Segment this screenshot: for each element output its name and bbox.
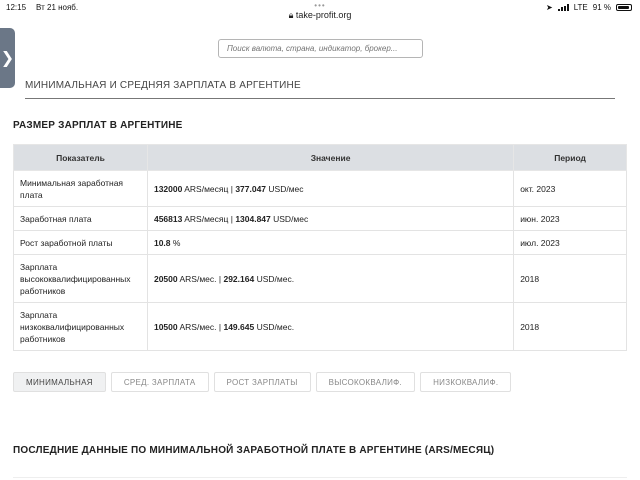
unit-percent: %	[170, 237, 181, 248]
status-time: 12:15	[6, 3, 27, 12]
unit-usd: USD/мес.	[254, 273, 295, 284]
status-date: Вт 21 нояб.	[36, 3, 79, 12]
browser-menu-dots[interactable]: •••	[314, 1, 326, 10]
row-value	[147, 231, 513, 255]
row-value	[147, 171, 513, 207]
salary-table	[13, 144, 627, 351]
table-row	[14, 303, 627, 351]
header-period: Период	[514, 145, 627, 171]
row-period: 2018	[514, 303, 627, 351]
unit-ars: ARS/мес. |	[177, 321, 224, 332]
table-row	[14, 231, 627, 255]
tab-average-salary[interactable]: СРЕД. ЗАРПЛАТА	[111, 372, 209, 392]
page-heading: МИНИМАЛЬНАЯ И СРЕДНЯЯ ЗАРПЛАТА В АРГЕНТИНЕ	[25, 80, 301, 91]
bottom-divider	[13, 477, 627, 478]
table-row	[14, 171, 627, 207]
unit-usd: USD/мес	[270, 213, 309, 224]
row-value	[147, 255, 513, 303]
value-ars: 132000	[153, 183, 183, 194]
address-url: take-profit.org	[295, 10, 352, 20]
row-value	[147, 303, 513, 351]
row-value	[147, 207, 513, 231]
location-icon: ➤	[545, 3, 553, 12]
row-period: окт. 2023	[514, 171, 627, 207]
battery-fill	[618, 6, 629, 9]
value-ars: 456813	[153, 213, 183, 224]
unit-ars: ARS/месяц |	[182, 183, 236, 194]
side-panel-toggle[interactable]	[0, 28, 15, 88]
header-value: Значение	[147, 145, 513, 171]
value-usd: 292.164	[223, 273, 255, 284]
row-indicator: Зарплата высококвалифицированных работников	[14, 255, 148, 303]
latest-data-title: ПОСЛЕДНИЕ ДАННЫЕ ПО МИНИМАЛЬНОЙ ЗАРАБОТНОЙ ПЛАТЕ В АРГЕНТИНЕ (ARS/МЕСЯЦ)	[13, 445, 495, 456]
tab-high-skilled[interactable]: ВЫСОКОКВАЛИФ.	[316, 372, 415, 392]
value-usd: 149.645	[223, 321, 255, 332]
unit-ars: ARS/месяц |	[182, 213, 236, 224]
row-period: июл. 2023	[514, 231, 627, 255]
row-indicator: Заработная плата	[14, 207, 148, 231]
unit-ars: ARS/мес. |	[177, 273, 224, 284]
heading-divider	[25, 98, 615, 99]
table-row	[14, 255, 627, 303]
row-indicator: Рост заработной платы	[14, 231, 148, 255]
address-bar[interactable]	[0, 10, 640, 21]
row-indicator: Зарплата низкоквалифицированных работников	[14, 303, 148, 351]
row-indicator: Минимальная заработная плата	[14, 171, 148, 207]
tab-minimal[interactable]: МИНИМАЛЬНАЯ	[13, 372, 106, 392]
value-ars: 20500	[153, 273, 178, 284]
chevron-right-icon: ❯	[0, 50, 15, 67]
value-ars: 10500	[153, 321, 178, 332]
unit-usd: USD/мес	[266, 183, 304, 194]
unit-usd: USD/мес.	[254, 321, 295, 332]
value-usd: 377.047	[235, 183, 267, 194]
network-type: LTE	[573, 3, 588, 12]
row-period: 2018	[514, 255, 627, 303]
value-percent: 10.8	[153, 237, 171, 248]
search-input[interactable]	[218, 39, 423, 58]
header-indicator: Показатель	[14, 145, 148, 171]
battery-percent: 91 %	[592, 3, 611, 12]
table-header-row	[14, 145, 627, 171]
chart-tabs	[13, 372, 511, 392]
lock-icon: 🔒︎	[288, 10, 294, 20]
value-usd: 1304.847	[235, 213, 271, 224]
section-title: РАЗМЕР ЗАРПЛАТ В АРГЕНТИНЕ	[13, 120, 183, 131]
row-period: июн. 2023	[514, 207, 627, 231]
tab-low-skilled[interactable]: НИЗКОКВАЛИФ.	[420, 372, 511, 392]
table-row	[14, 207, 627, 231]
tab-salary-growth[interactable]: РОСТ ЗАРПЛАТЫ	[214, 372, 311, 392]
